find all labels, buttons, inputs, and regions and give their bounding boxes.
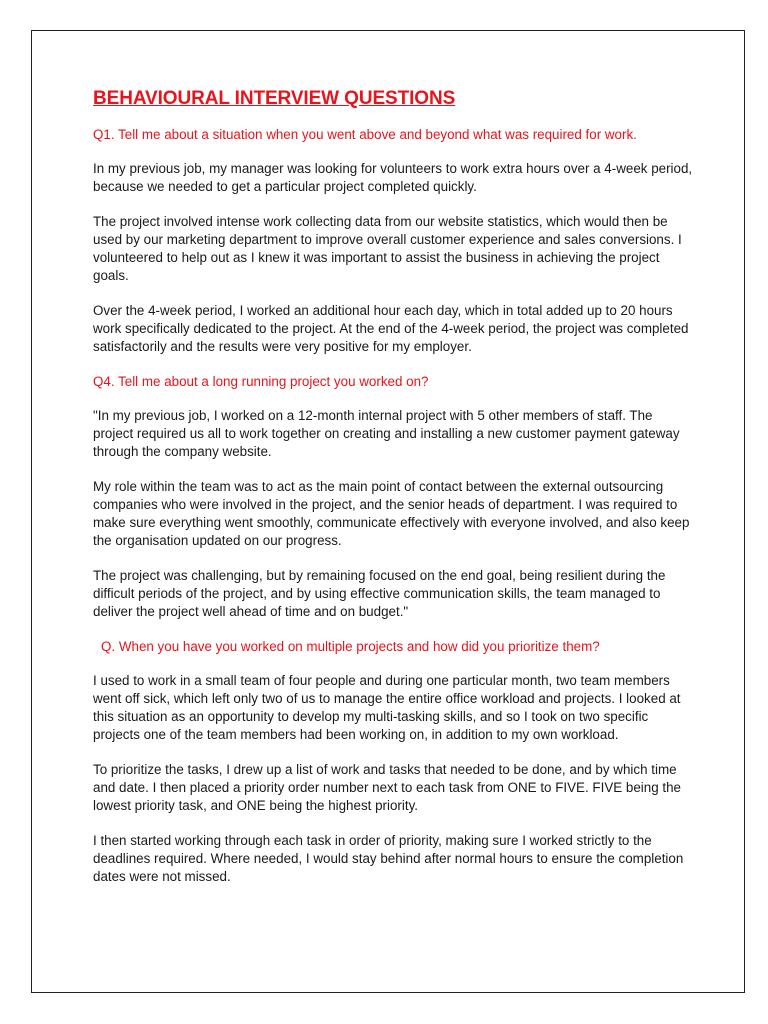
document-title: BEHAVIOURAL INTERVIEW QUESTIONS	[93, 88, 456, 109]
answer-paragraph: Over the 4-week period, I worked an additional hour each day, which in total added up to 20 hours work specifically dedicated to the project. At the end of the 4-week period, the project was completed satisfactorily and the results were very positive for my employer.	[93, 303, 689, 354]
answer-paragraph: The project was challenging, but by remaining focused on the end goal, being resilient during the difficult periods of the project, and by using effective communication skills, the team managed to deliver the project well ahead of time and on budget."	[93, 568, 666, 619]
answer-paragraph: I used to work in a small team of four people and during one particular month, two team members went off sick, which left only two of us to manage the entire office workload and projects. I looked at this situation as an opportunity to develop my multi-tasking skills, and so I took on two specific projects one of the team members had been working on, in addition to my own workload.	[93, 673, 681, 742]
question-section-q4	[93, 373, 693, 621]
question-heading: Q. When you have you worked on multiple projects and how did you prioritize them?	[101, 639, 600, 654]
question-heading: Q4. Tell me about a long running project you worked on?	[93, 374, 429, 389]
answer-paragraph: In my previous job, my manager was looking for volunteers to work extra hours over a 4-week period, because we needed to get a particular project completed quickly.	[93, 161, 693, 194]
answer-paragraph: The project involved intense work collecting data from our website statistics, which would then be used by our marketing department to improve overall customer experience and sales conversions. I volunteered to help out as I knew it was important to assist the business in achieving the project goals.	[93, 214, 682, 283]
question-section-multiple-projects	[93, 638, 693, 886]
question-section-q1	[93, 126, 693, 356]
answer-paragraph: To prioritize the tasks, I drew up a list of work and tasks that needed to be done, and by which time and date. I then placed a priority order number next to each task from ONE to FIVE. FIVE being the lowest priority task, and ONE being the highest priority.	[93, 762, 682, 813]
answer-paragraph: "In my previous job, I worked on a 12-month internal project with 5 other members of staff. The project required us all to work together on creating and installing a new customer payment gateway through the company website.	[93, 408, 680, 459]
question-heading: Q1. Tell me about a situation when you went above and beyond what was required for work.	[93, 127, 637, 142]
document-body	[93, 88, 693, 903]
answer-paragraph: I then started working through each task in order of priority, making sure I worked strictly to the deadlines required. Where needed, I would stay behind after normal hours to ensure the completion dates were not missed.	[93, 833, 684, 884]
answer-paragraph: My role within the team was to act as the main point of contact between the external outsourcing companies who were involved in the project, and the senior heads of department. I was required to make sure everything went smoothly, communicate effectively with everyone involved, and also keep the organisation updated on our progress.	[93, 479, 690, 548]
